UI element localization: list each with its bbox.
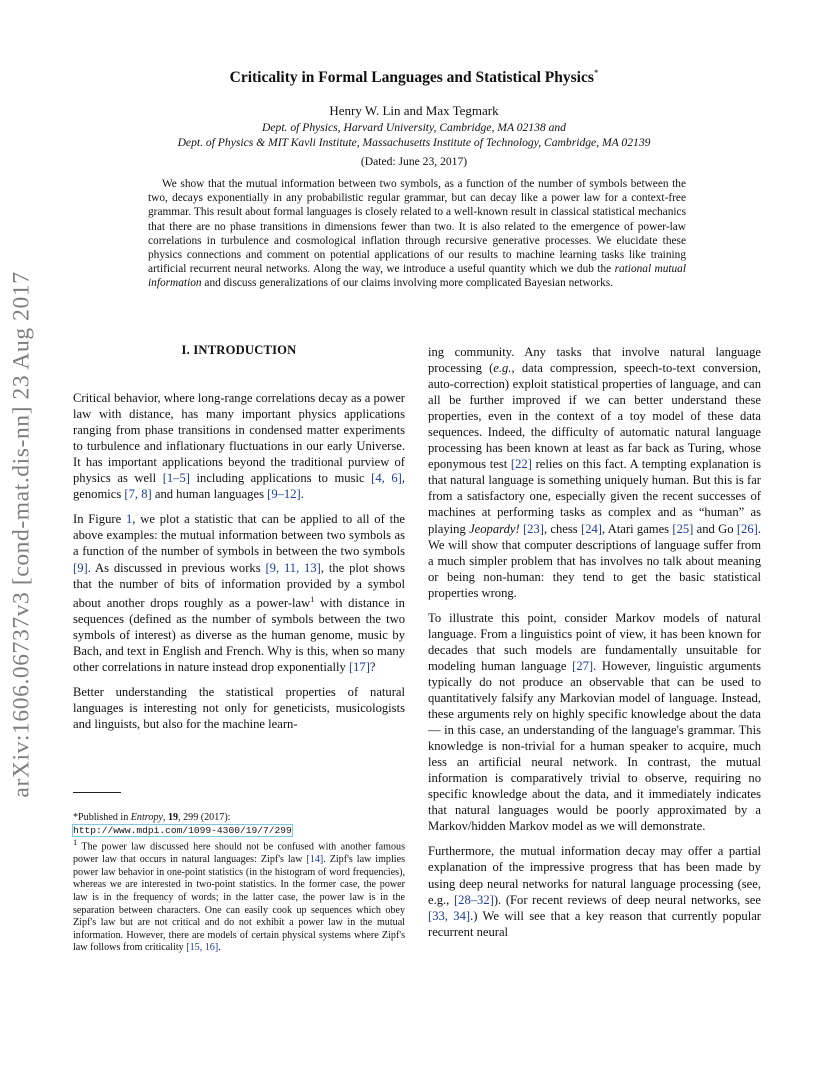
intro-paragraph-4 [428,344,761,601]
text-run: , [162,812,168,823]
right-column [428,344,761,949]
citation-link[interactable]: [24] [581,521,602,536]
publication-footnote [73,812,405,825]
text-run: , chess [543,521,581,536]
citation-link[interactable]: [28–32] [453,892,494,907]
text-run: To illustrate this point, consider Markov models of natural language. From a linguistics point of view, it has been known for decades that such models are fundamentally unsuitable for modeling human language [428,610,761,673]
text-run: , Atari games [601,521,673,536]
citation-link[interactable]: [17] [348,659,370,674]
date-line: (Dated: June 23, 2017) [360,155,468,168]
emphasis: e.g. [493,361,512,376]
citation-link[interactable]: [1–5] [162,471,190,486]
footnote-number: 1 [73,838,78,848]
publication-url-link[interactable]: http://www.mdpi.com/1099-4300/19/7/299 [73,824,292,836]
section-heading: I. INTRODUCTION [181,343,297,357]
text-run: , the plot shows that the number of bits of information provided by a symbol about another drops roughly as a power-law [73,560,406,610]
footnote-1 [73,837,405,955]
text-run: , data compression, speech-to-text conversion, auto-correction) exploit statistical properties of language, and can all be further improved if we can better understand these properties, even in the context of a toy model of these data sequences. Indeed, the difficulty of automatic natural language processing has been known at least as far back as Turing, whose eponymous test [428,361,761,472]
text-run: In Figure [73,512,126,527]
text-run: ing community. Any tasks that involve natural language processing ( [428,345,761,376]
text-run: , genomics [73,471,406,502]
footnote-marker[interactable]: 1 [310,594,315,604]
text-run: . However, linguistic arguments typically do not produce an observable that can be used to quantitatively falsify any Markovian model of language. Instead, these arguments rely on highly specific knowledge about the data — in this case, an understanding of the language's grammar. This knowledge is non-trivial for a human speaker to acquire, much less an artificial neural network. In contrast, the mutual information is comparatively trivial to observe, requiring no specific knowledge about the data, and it immediately indicates that natural languages would be poorly approximated by a Markov/hidden Markov model as we will demonstrate. [428,658,761,834]
journal-volume: 19 [167,812,179,823]
citation-link[interactable]: [9, 11, 13] [265,560,321,575]
text-run: and human languages [151,487,268,502]
affiliation-harvard: Dept. of Physics, Harvard University, Cambridge, MA 02138 and [262,121,566,134]
abstract-emphasis: rational mutual information [148,263,687,290]
text-run: The power law discussed here should not be confused with another famous power law that occurs in natural languages: Zipf's law [73,841,405,866]
figure-link[interactable]: 1 [125,512,133,527]
citation-link[interactable]: [23] [522,521,544,536]
text-run: . As discussed in previous works [87,560,266,575]
citation-link[interactable]: [7, 8] [124,487,152,502]
emphasis: Jeopardy! [469,521,520,536]
citation-link[interactable]: [25] [672,521,694,536]
text-run: with distance in sequences (defined as the number of symbols between the two symbols of interest) as diverse as the human genome, music by Bach, and text in English and French. Why is this, when so many other correlations in nature instead drop exponentially [73,595,405,674]
citation-link[interactable]: [33, 34] [428,908,471,923]
title-text: Criticality in Formal Languages and Statistical Physics [229,69,594,87]
abstract [148,177,686,291]
abstract-text-1: We show that the mutual information between two symbols, as a function of the number of symbols between the two, decays exponentially in any probabilistic regular grammar, but can decay like a power law for a context-free grammar. This result about formal languages is closely related to a well-known result in classical statistical mechanics that there are no phase transitions in dimensions fewer than two. It is also related to the emergence of power-law correlations in turbulence and cosmological inflation through recursive generative processes. We elucidate these physics connections and comment on potential applications of our results to machine learning tasks like training artificial recurrent neural networks. Along the way, we introduce a useful quantity which we dub the [148,178,686,276]
text-run: , we plot a statistic that can be applied to all of the above examples: the mutual information between two symbols as a function of the number of symbols in between the two symbols [73,512,405,559]
text-run: relies on this fact. A tempting explanation is that natural language is something uniquely human. But this is far from a satisfactory one, especially given the recent successes of machines at performing tasks as complex and as “human” as playing [428,457,761,536]
text-run: , 299 (2017): [178,812,231,823]
text-run: *Published in [73,812,131,823]
publication-url-line [73,825,405,838]
citation-link[interactable]: [14] [306,854,324,866]
arxiv-stamp [4,238,40,830]
text-run: ). (For recent reviews of deep neural networks, see [493,892,761,907]
journal-name: Entropy [130,812,163,823]
text-run: including applications to music [189,471,372,486]
footnote-divider [73,792,121,793]
text-run: .) We will see that a key reason that currently popular recurrent neural [428,908,761,939]
intro-paragraph-5 [428,610,761,835]
citation-link[interactable]: [26] [736,521,758,536]
text-run: Furthermore, the mutual information decay may offer a partial explanation of the impressive progress that has been made by using deep neural networks for natural language processing (see, e.g., [428,844,761,907]
left-column [73,342,405,741]
title-footnote-mark: * [593,68,599,78]
text-run: and Go [693,521,737,536]
text-run: . [300,487,304,502]
citation-link[interactable]: [15, 16] [186,942,219,954]
footnotes [73,812,405,955]
citation-link[interactable]: [9] [73,560,88,575]
citation-link[interactable]: [27] [572,658,594,673]
intro-paragraph-1 [73,390,405,502]
citation-link[interactable]: [4, 6] [371,471,402,486]
arxiv-stamp-text: arXiv:1606.06737v3 [cond-mat.dis-nn] 23 Aug 2017 [8,270,35,798]
text-run: ? [369,659,376,674]
citation-link[interactable]: [22] [510,457,532,472]
paper-title [0,68,828,87]
abstract-text-2: and discuss generalizations of our claims involving more complicated Bayesian networks. [201,277,613,290]
intro-paragraph-2 [73,511,405,675]
citation-link[interactable]: [9–12] [267,487,301,502]
text-run: . We will show that computer descriptions of language suffer from a much simpler problem that has involves no talk about meaning or being non-human: they tend to get the basic statistical properties wrong. [428,521,761,600]
intro-paragraph-6 [428,843,761,939]
text-run: Critical behavior, where long-range correlations decay as a power law with distance, has many important physics applications ranging from phase transitions in condensed matter experiments to turbulence and inflationary fluctuations in our early Universe. It has important applications beyond the traditional purview of physics as well [73,391,405,486]
authors: Henry W. Lin and Max Tegmark [329,103,499,118]
text-run: . Zipf's law implies power law behavior in one-point statistics (in the histogram of word frequencies), whereas we are interested in two-point statistics. In the former case, the power law is in the frequency of words; in the latter case, the power law is in the separation between characters. One can easily cook up sequences which obey Zipf's law but are not critical and do not exhibit a power law in the mutual information. However, there are models of certain physical systems where Zipf's law follows from criticality [73,854,405,954]
intro-paragraph-3: Better understanding the statistical properties of natural languages is interesting not only for geneticists, musicologists and linguists, but also for the machine learn- [73,685,405,732]
affiliation-mit: Dept. of Physics & MIT Kavli Institute, Massachusetts Institute of Technology, Cambridge, MA 02139 [177,136,651,149]
text-run: . [218,942,221,954]
